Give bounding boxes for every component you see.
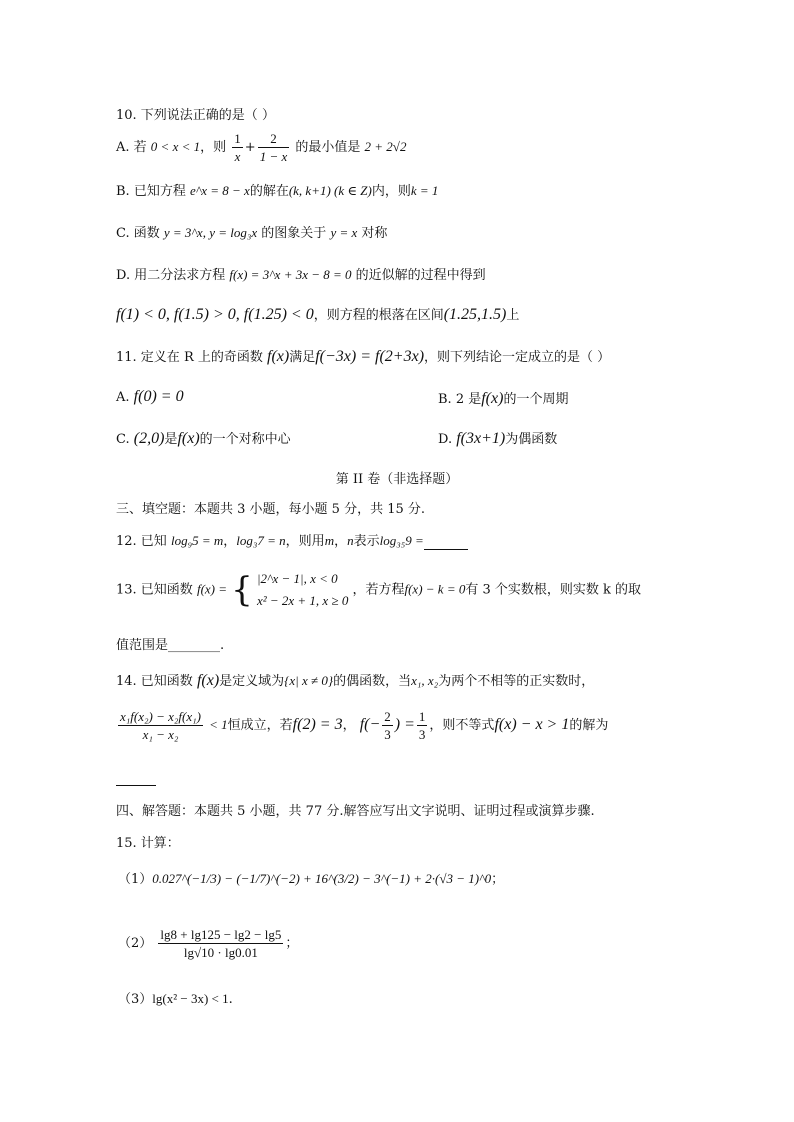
q10-option-a: A. 若 0 < x < 1，则 $\frac{1}{x}$ + $\frac{2}{1 - x}$ 的最小值是 2 + 2√2	[116, 131, 407, 164]
fraction: $\frac{1}{3}$	[418, 709, 426, 742]
q13-line2: 值范围是________.	[116, 638, 225, 653]
q13: 13. 已知函数 f(x) = { |2^x − 1|, x < 0 x² − 2x + 1, x ≥ 0 ，若方程f(x) − k = 0有 3 个实数根，则实数 k 的取	[116, 570, 642, 610]
q11-option-c: C. (2,0)是f(x)的一个对称中心	[116, 430, 291, 447]
q11-option-a: A. f(0) = 0	[116, 388, 184, 405]
q11-option-b: B. 2 是f(x)的一个周期	[438, 390, 569, 407]
q11-stem: 11. 定义在 R 上的奇函数 f(x)满足f(−3x) = f(2+3x)，则下列结论一定成立的是（ ）	[116, 348, 611, 365]
solve-header: 四、解答题：本题共 5 小题，共 77 分.解答应写出文字说明、证明过程或演算步骤.	[116, 804, 595, 819]
q14: 14. 已知函数 f(x)是定义域为{x| x ≠ 0}的偶函数，当x₁, x₂为两个不相等的正实数时，	[116, 672, 595, 689]
q10-option-b: B. 已知方程 e^x = 8 − x的解在(k, k+1) (k ∈ Z)内，则k = 1	[116, 183, 439, 199]
answer-blank	[116, 770, 156, 786]
q15-part2: （2） $\frac{\lg 8 + \lg 125 - \lg 2 - \lg 5}{\lg√10 \cdot \lg 0.01}$ ；	[118, 927, 299, 960]
q15-part3: （3）lg(x² − 3x) < 1.	[118, 991, 233, 1007]
fraction: $\frac{\lg 8 + \lg 125 - \lg 2 - \lg 5}{\lg√10 \cdot \lg 0.01}$	[160, 927, 282, 960]
piecewise-brace: {	[231, 570, 253, 610]
answer-blank	[424, 534, 468, 550]
q12: 12. 已知 log₉5 = m，log₃7 = n，则用m，n表示log₃₅9 =	[116, 530, 468, 550]
q15-stem: 15. 计算：	[116, 836, 180, 851]
fill-in-header: 三、填空题：本题共 3 小题，每小题 5 分，共 15 分.	[116, 502, 426, 517]
q14-line2: $\frac{\text{x₁f(x₂) − x₂f(x₁)}}{\text{x₁ − x₂}}$ < 1恒成立，若f(2) = 3， f(− $\frac{2}{3}$ ) = $\frac{1}{3}$ ，则不等式f(x) − x > 1的解为	[120, 709, 609, 742]
fraction: $\frac{2}{1 - x}$	[259, 131, 288, 164]
q11-option-d: D. f(3x+1)为偶函数	[438, 430, 558, 447]
section-title: 第 II 卷（非选择题）	[335, 472, 459, 487]
q10-stem: 10. 下列说法正确的是（ ）	[116, 108, 275, 123]
q10-option-d-line2: f(1) < 0, f(1.5) > 0, f(1.25) < 0，则方程的根落在区间(1.25,1.5)上	[116, 306, 520, 323]
fraction: $\frac{2}{3}$	[384, 709, 391, 742]
fraction: $\frac{\text{x₁f(x₂) − x₂f(x₁)}}{\text{x₁ − x₂}}$	[120, 709, 201, 742]
q15-part1: （1）0.027^(−1/3) − (−1/7)^(−2) + 16^(3/2) − 3^(−1) + 2·(√3 − 1)^0；	[118, 871, 505, 887]
q10-option-d: D. 用二分法求方程 f(x) = 3^x + 3x − 8 = 0 的近似解的过程中得到	[116, 267, 486, 283]
q10-option-c: C. 函数 y = 3^x, y = log₃x 的图象关于 y = x 对称	[116, 225, 388, 241]
piecewise-cases: |2^x − 1|, x < 0 x² − 2x + 1, x ≥ 0	[256, 571, 349, 608]
fraction: $\frac{1}{x}$	[234, 131, 241, 164]
